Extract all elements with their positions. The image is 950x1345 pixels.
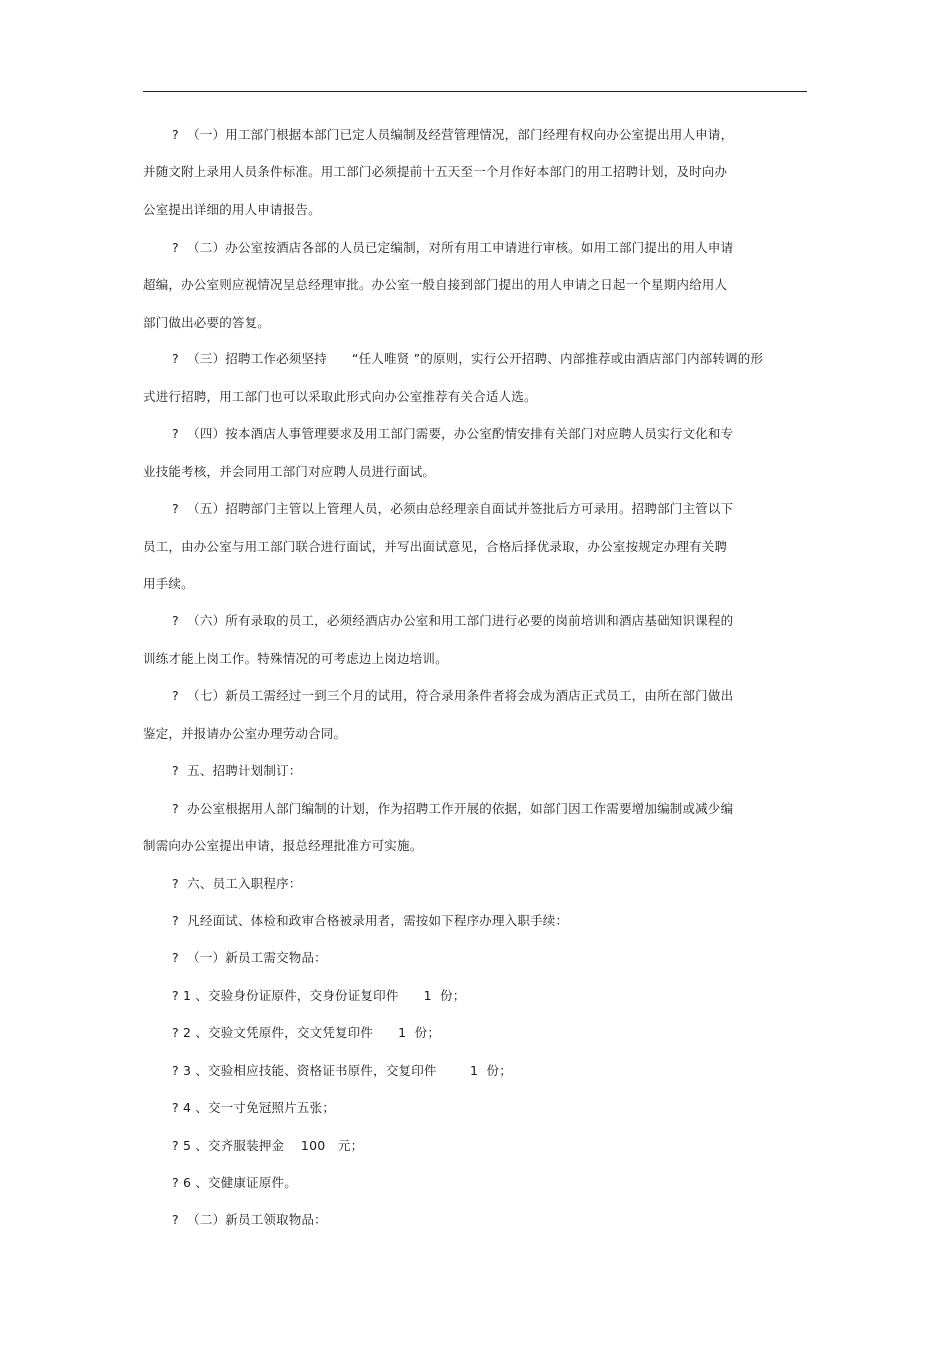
text-line: ? （二）新员工领取物品： bbox=[172, 1212, 327, 1227]
text-line: ? （一）新员工需交物品： bbox=[172, 950, 327, 965]
list-item: ? 4 、交一寸免冠照片五张； bbox=[172, 1100, 336, 1115]
text-line: 并随文附上录用人员条件标准。用工部门必须提前十五天至一个月作好本部门的用工招聘计划，及时向办 bbox=[143, 164, 728, 179]
text-line: 用手续。 bbox=[143, 576, 194, 591]
text-line: 公室提出详细的用人申请报告。 bbox=[143, 202, 321, 217]
header-rule bbox=[143, 91, 807, 92]
text-line: 超编，办公室则应视情况呈总经理审批。办公室一般自接到部门提出的用人申请之日起一个星期内给用人 bbox=[143, 277, 728, 292]
text-line: 员工，由办公室与用工部门联合进行面试，并写出面试意见，合格后择优录取，办公室按规定办理有关聘 bbox=[143, 539, 728, 554]
text-line: 制需向办公室提出申请，报总经理批准方可实施。 bbox=[143, 838, 423, 853]
list-item: ? 6 、交健康证原件。 bbox=[172, 1175, 297, 1190]
text-line: ? （五）招聘部门主管以上管理人员，必须由总经理亲自面试并签批后方可录用。招聘部门主管以下 bbox=[172, 501, 734, 516]
text-line: ? （三）招聘工作必须坚持 “任人唯贤 ”的原则，实行公开招聘、内部推荐或由酒店部门内部转调的形 bbox=[172, 351, 764, 366]
section-heading: ? 五、招聘计划制订： bbox=[172, 763, 302, 778]
text-line: 鉴定，并报请办公室办理劳动合同。 bbox=[143, 726, 347, 741]
list-item: ? 2 、交验文凭原件，交文凭复印件 1 份； bbox=[172, 1025, 441, 1040]
list-item: ? 3 、交验相应技能、资格证书原件，交复印件 1 份； bbox=[172, 1063, 512, 1078]
list-item: ? 1 、交验身份证原件，交身份证复印件 1 份； bbox=[172, 988, 466, 1003]
text-line: 式进行招聘，用工部门也可以采取此形式向办公室推荐有关合适人选。 bbox=[143, 389, 537, 404]
text-line: ? （一）用工部门根据本部门已定人员编制及经营管理情况，部门经理有权向办公室提出用人申请， bbox=[172, 127, 734, 142]
text-line: ? 办公室根据用人部门编制的计划，作为招聘工作开展的依据，如部门因工作需要增加编制或减少编 bbox=[172, 801, 734, 816]
text-line: ? 凡经面试、体检和政审合格被录用者，需按如下程序办理入职手续： bbox=[172, 913, 569, 928]
text-line: ? （四）按本酒店人事管理要求及用工部门需要，办公室酌情安排有关部门对应聘人员实行文化和专 bbox=[172, 426, 734, 441]
text-line: ? （二）办公室按酒店各部的人员已定编制，对所有用工申请进行审核。如用工部门提出的用人申请 bbox=[172, 240, 734, 255]
text-line: ? （六）所有录取的员工，必须经酒店办公室和用工部门进行必要的岗前培训和酒店基础知识课程的 bbox=[172, 613, 734, 628]
text-line: 业技能考核，并会同用工部门对应聘人员进行面试。 bbox=[143, 464, 436, 479]
text-line: 部门做出必要的答复。 bbox=[143, 315, 271, 330]
text-line: ? （七）新员工需经过一到三个月的试用，符合录用条件者将会成为酒店正式员工，由所在部门做出 bbox=[172, 688, 734, 703]
list-item: ? 5 、交齐服装押金 100 元； bbox=[172, 1138, 364, 1153]
section-heading: ? 六、员工入职程序： bbox=[172, 876, 302, 891]
text-line: 训练才能上岗工作。特殊情况的可考虑边上岗边培训。 bbox=[143, 651, 448, 666]
